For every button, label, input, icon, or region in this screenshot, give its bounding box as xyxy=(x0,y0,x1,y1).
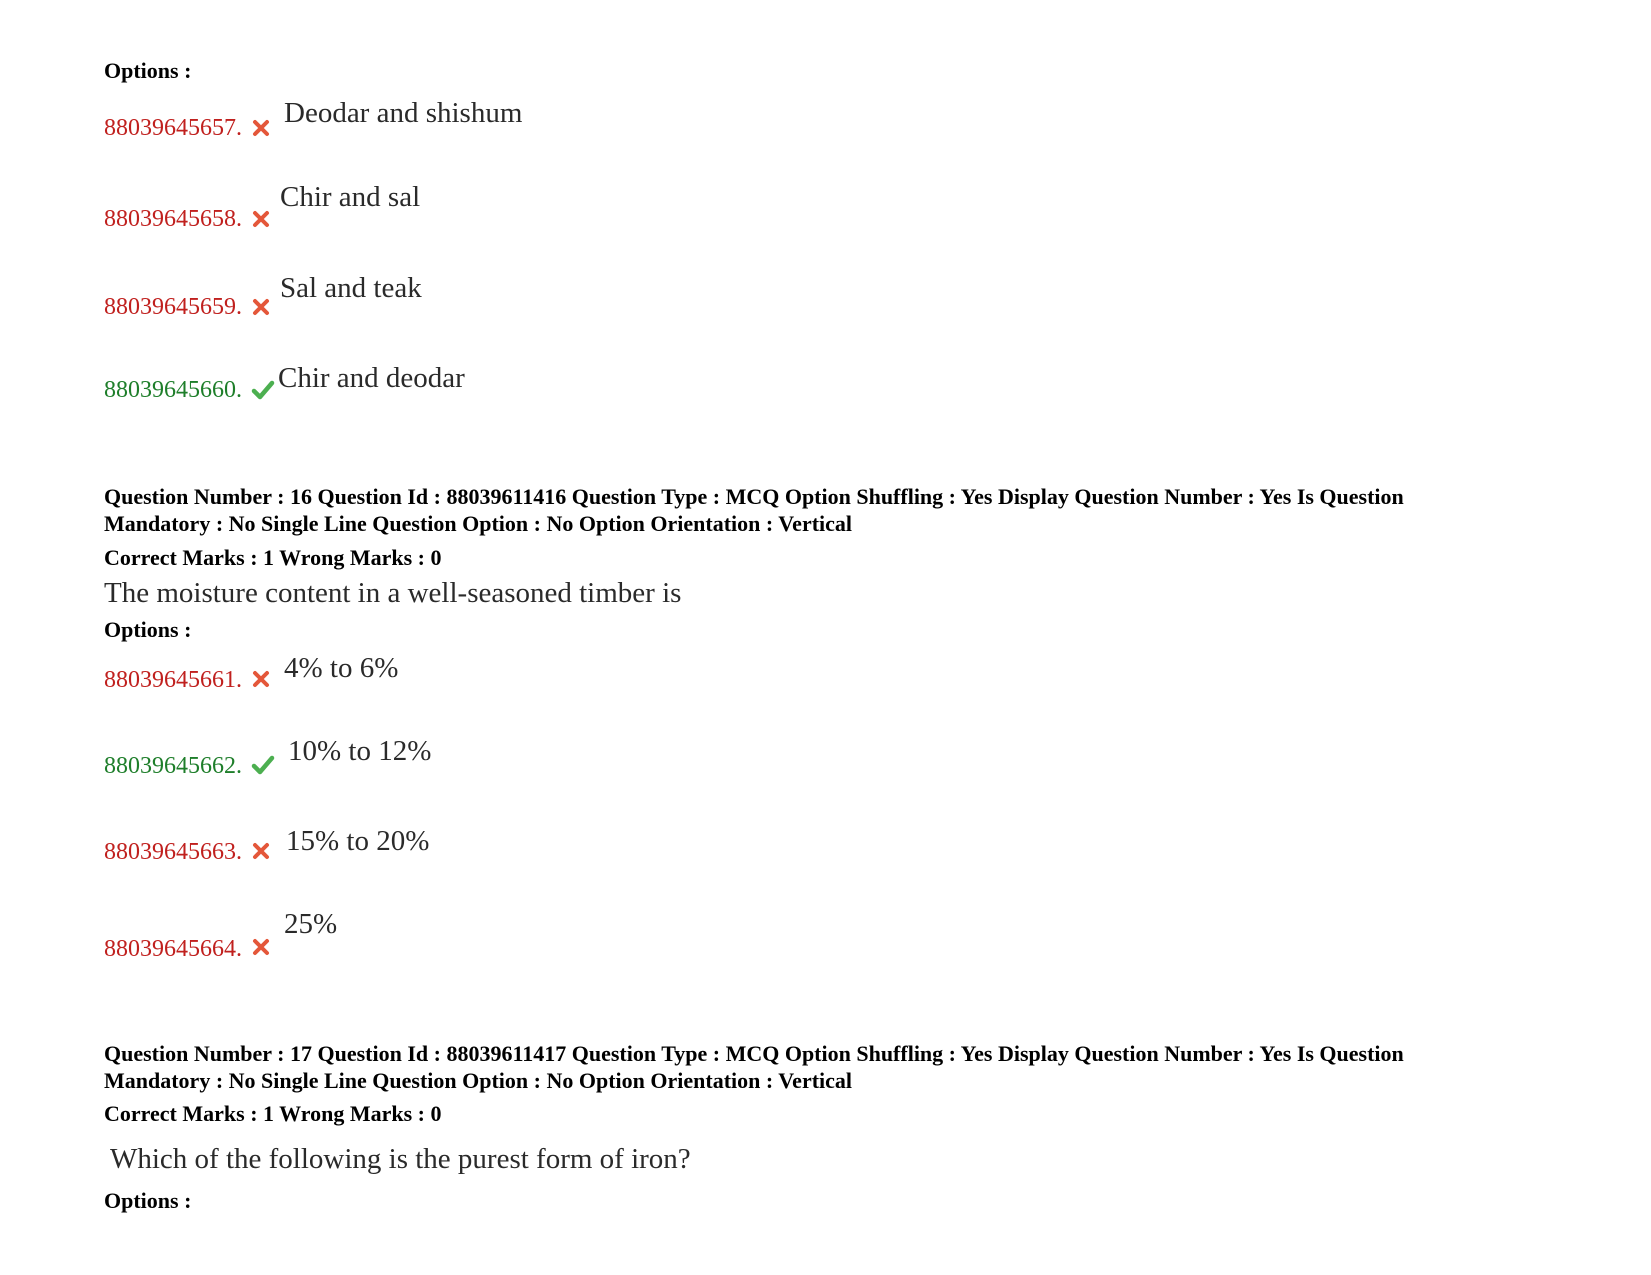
check-icon xyxy=(251,754,275,776)
question-meta-line: Mandatory : No Single Line Question Option : No Option Orientation : Vertical xyxy=(104,1068,853,1093)
option-text: 25% xyxy=(284,908,338,940)
option-id: 88039645657. xyxy=(104,115,242,141)
option-text: Deodar and shishum xyxy=(284,97,523,129)
cross-icon xyxy=(251,669,271,689)
option-id: 88039645658. xyxy=(104,206,242,232)
question-text: The moisture content in a well-seasoned timber is xyxy=(104,577,682,609)
option-text: Sal and teak xyxy=(280,272,422,304)
option-text: 15% to 20% xyxy=(286,825,430,857)
option-text: 10% to 12% xyxy=(288,735,432,767)
options-label: Options : xyxy=(104,58,192,83)
cross-icon xyxy=(251,297,271,317)
question-text: Which of the following is the purest form of iron? xyxy=(110,1143,691,1175)
question-meta-line: Question Number : 17 Question Id : 88039611417 Question Type : MCQ Option Shuffling : Yes Display Question Number : Yes Is Question xyxy=(104,1041,1404,1066)
question-marks: Correct Marks : 1 Wrong Marks : 0 xyxy=(104,545,442,570)
cross-icon xyxy=(251,118,271,138)
option-id: 88039645659. xyxy=(104,294,242,320)
option-id: 88039645662. xyxy=(104,753,242,779)
options-label: Options : xyxy=(104,617,192,642)
option-id: 88039645660. xyxy=(104,377,242,403)
question-meta xyxy=(104,1040,1564,1094)
question-meta-line: Question Number : 16 Question Id : 88039611416 Question Type : MCQ Option Shuffling : Yes Display Question Number : Yes Is Question xyxy=(104,484,1404,509)
check-icon xyxy=(251,379,275,401)
cross-icon xyxy=(251,841,271,861)
question-meta xyxy=(104,483,1564,537)
option-id: 88039645663. xyxy=(104,839,242,865)
option-id: 88039645661. xyxy=(104,667,242,693)
question-marks: Correct Marks : 1 Wrong Marks : 0 xyxy=(104,1101,442,1126)
option-text: Chir and sal xyxy=(280,181,421,213)
option-text: Chir and deodar xyxy=(278,362,465,394)
options-label: Options : xyxy=(104,1188,192,1213)
cross-icon xyxy=(251,209,271,229)
question-meta-line: Mandatory : No Single Line Question Option : No Option Orientation : Vertical xyxy=(104,511,853,536)
cross-icon xyxy=(251,937,271,957)
option-id: 88039645664. xyxy=(104,936,242,962)
option-text: 4% to 6% xyxy=(284,652,399,684)
